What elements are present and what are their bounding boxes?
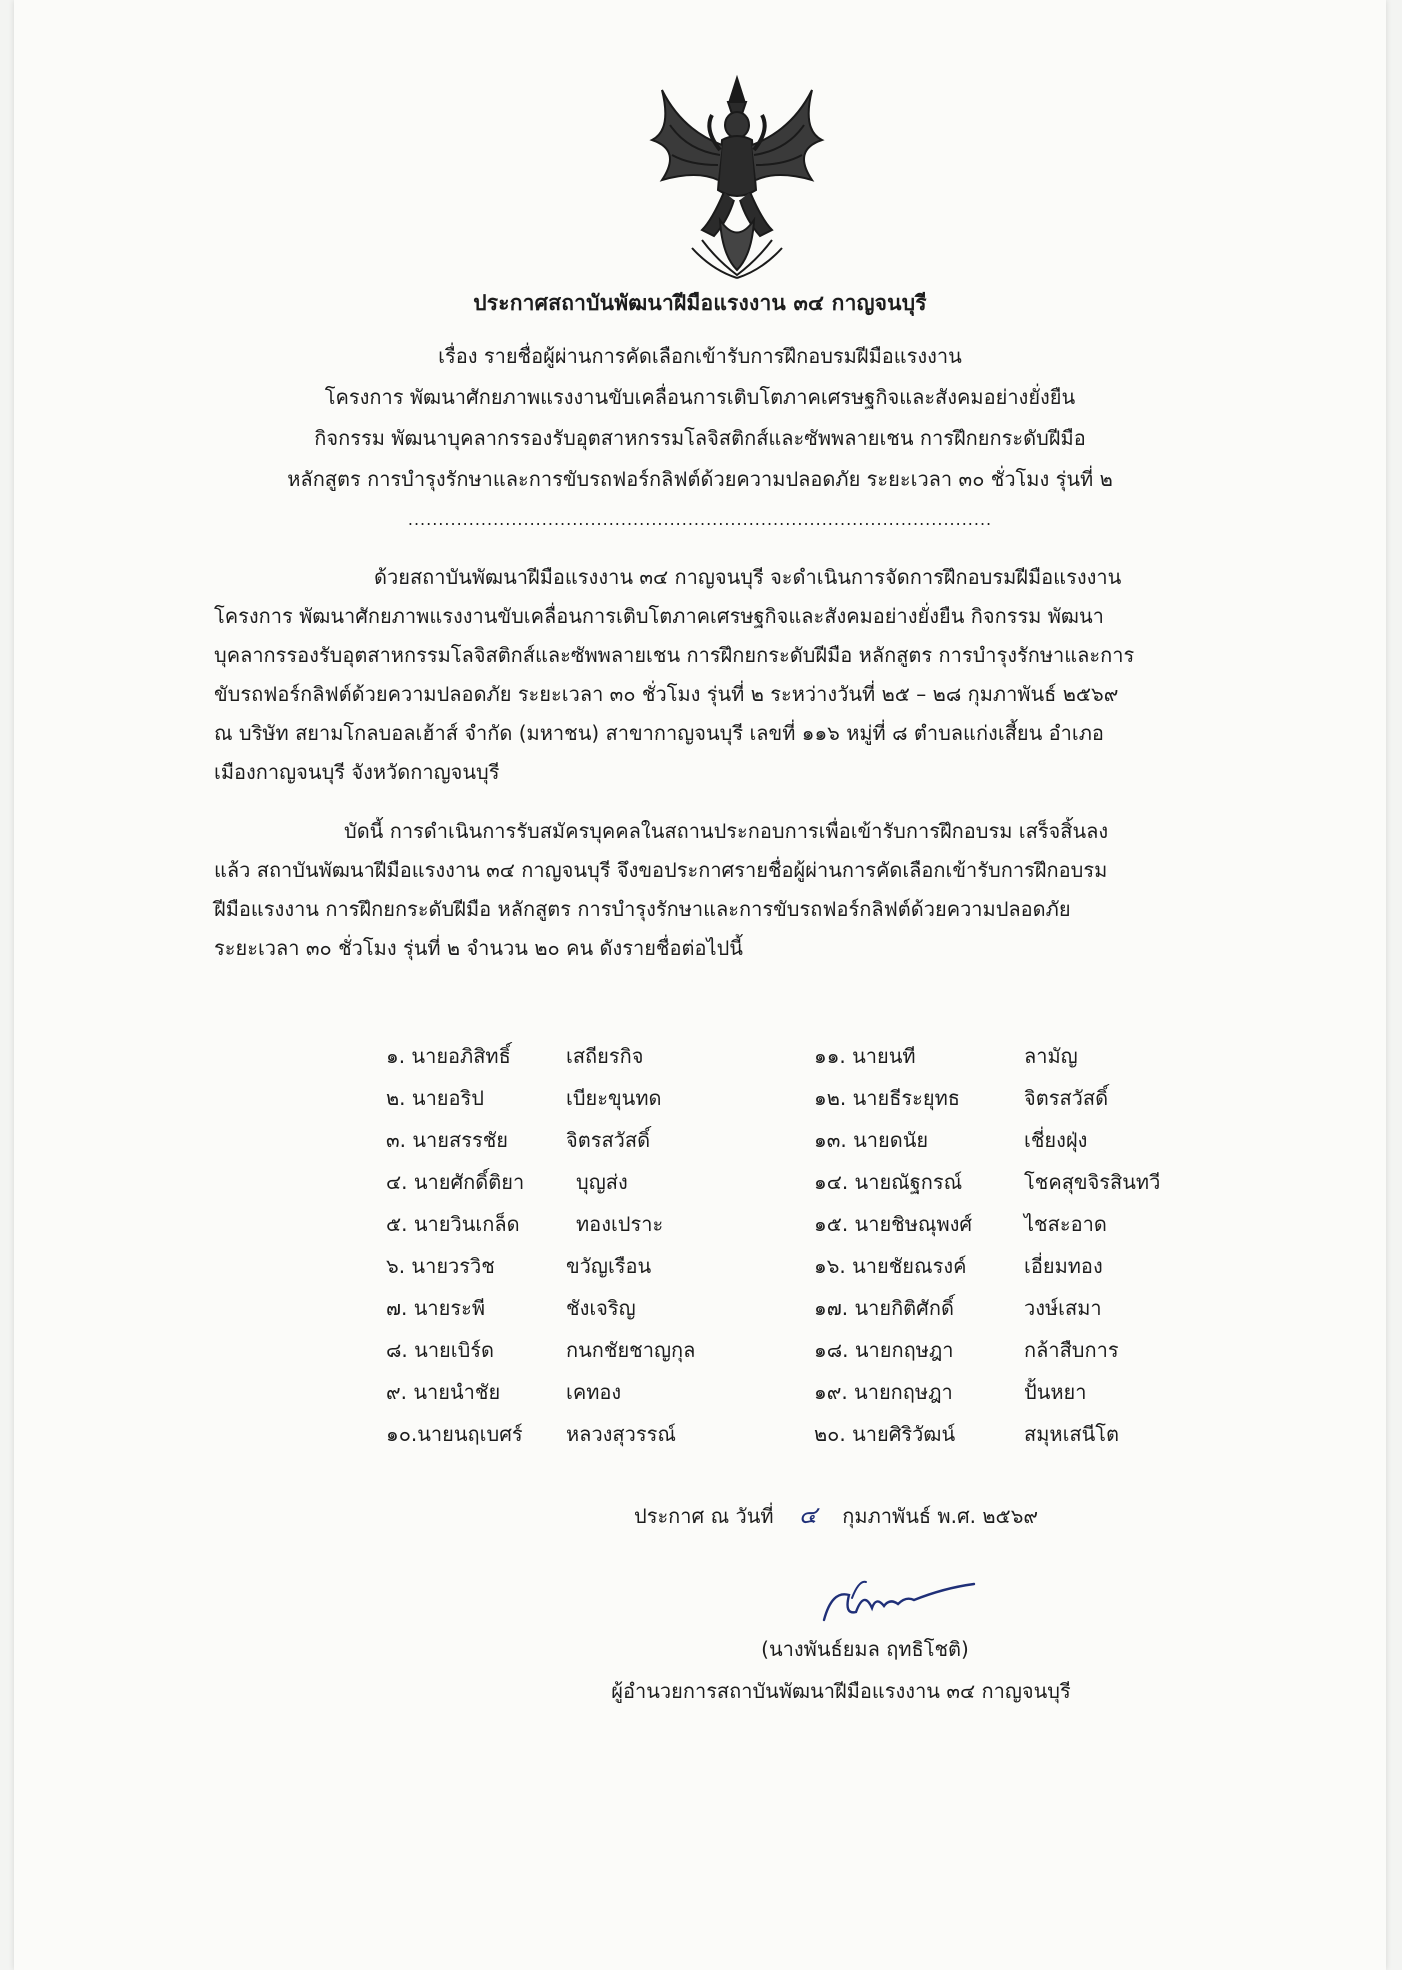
paragraph-line: ด้วยสถาบันพัฒนาฝีมือแรงงาน ๓๔ กาญจนบุรี จะดำเนินการจัดการฝึกอบรมฝีมือแรงงาน: [374, 565, 1122, 589]
separator: ................................................................................................: [407, 510, 993, 529]
trainee-surname: สมุหเสนีโต: [1024, 1422, 1120, 1446]
announcement-month-year: กุมภาพันธ์ พ.ศ. ๒๕๖๙: [842, 1504, 1039, 1528]
list-item: [814, 1161, 1214, 1203]
list-item: [386, 1077, 716, 1119]
announcement-day: ๔: [798, 1501, 818, 1529]
list-item: [814, 1119, 1214, 1161]
trainee-name: ๑๑. นายนที: [814, 1044, 916, 1068]
trainee-surname: โชคสุขจิรสินทวี: [1024, 1170, 1161, 1194]
list-item: [814, 1035, 1214, 1077]
list-item: [386, 1119, 716, 1161]
list-item: [386, 1371, 716, 1413]
list-item: [814, 1245, 1214, 1287]
trainee-surname: จิตรสวัสดิ์: [1024, 1086, 1109, 1110]
names-list-right: [814, 1035, 1214, 1455]
paragraph-line: บัดนี้ การดำเนินการรับสมัครบุคคลในสถานประกอบการเพื่อเข้ารับการฝึกอบรม เสร็จสิ้นลง: [344, 819, 1109, 843]
signer-position: ผู้อำนวยการสถาบันพัฒนาฝีมือแรงงาน ๓๔ กาญจนบุรี: [611, 1679, 1071, 1703]
subject-block: [14, 336, 1386, 500]
announcement-date: [634, 1500, 1038, 1531]
subject-line: โครงการ พัฒนาศักยภาพแรงงานขับเคลื่อนการเติบโตภาคเศรษฐกิจและสังคมอย่างยั่งยืน: [324, 385, 1076, 409]
trainee-name: ๒. นายอริป: [386, 1086, 484, 1110]
list-item: [814, 1329, 1214, 1371]
trainee-name: ๘. นายเบิร์ด: [386, 1338, 495, 1362]
trainee-name: ๗. นายระพี: [386, 1296, 486, 1320]
trainee-surname: เอี่ยมทอง: [1024, 1254, 1103, 1278]
paragraph-line: ระยะเวลา ๓๐ ชั่วโมง รุ่นที่ ๒ จำนวน ๒๐ คน ดังรายชื่อต่อไปนี้: [214, 936, 743, 960]
announcement-prefix: ประกาศ ณ วันที่: [634, 1504, 774, 1528]
list-item: [814, 1203, 1214, 1245]
subject-line: หลักสูตร การบำรุงรักษาและการขับรถฟอร์กลิฟต์ด้วยความปลอดภัย ระยะเวลา ๓๐ ชั่วโมง รุ่นที่ ๒: [287, 467, 1113, 491]
trainee-surname: ลามัญ: [1024, 1044, 1078, 1068]
trainee-surname: เคทอง: [566, 1380, 622, 1404]
handwritten-signature: [814, 1570, 984, 1630]
signer-name: (นางพันธ์ยมล ฤทธิโชติ): [761, 1637, 969, 1661]
trainee-name: ๑๐.นายนฤเบศร์: [386, 1422, 523, 1446]
paragraph-intro: [214, 558, 1274, 792]
garuda-emblem-icon: [642, 70, 832, 280]
paragraph-line: บุคลากรรองรับอุตสาหกรรมโลจิสติกส์และซัพพลายเชน การฝึกยกระดับฝีมือ หลักสูตร การบำรุงรักษาและการ: [214, 643, 1135, 667]
names-list-left: [386, 1035, 716, 1455]
trainee-name: ๙. นายนำชัย: [386, 1380, 501, 1404]
trainee-name: ๓. นายสรรชัย: [386, 1128, 508, 1152]
announcement-title: ประกาศสถาบันพัฒนาฝีมือแรงงาน ๓๔ กาญจนบุรี: [473, 291, 927, 315]
trainee-name: ๑๕. นายชิษณุพงศ์: [814, 1212, 973, 1236]
trainee-surname: ขวัญเรือน: [566, 1254, 652, 1278]
list-item: [386, 1245, 716, 1287]
paragraph-line: แล้ว สถาบันพัฒนาฝีมือแรงงาน ๓๔ กาญจนบุรี จึงขอประกาศรายชื่อผู้ผ่านการคัดเลือกเข้ารับการฝึกอบรม: [214, 858, 1108, 882]
trainee-name: ๕. นายวินเกล็ด: [386, 1212, 520, 1236]
trainee-surname: ชังเจริญ: [566, 1296, 636, 1320]
trainee-name: ๖. นายวรวิช: [386, 1254, 495, 1278]
list-item: [814, 1287, 1214, 1329]
paragraph-line: ขับรถฟอร์กลิฟต์ด้วยความปลอดภัย ระยะเวลา ๓๐ ชั่วโมง รุ่นที่ ๒ ระหว่างวันที่ ๒๕ – ๒๘ กุมภาพันธ์ ๒๕๖๙: [214, 682, 1119, 706]
trainee-surname: กนกชัยชาญกุล: [566, 1338, 696, 1362]
subject-line: เรื่อง รายชื่อผู้ผ่านการคัดเลือกเข้ารับการฝึกอบรมฝีมือแรงงาน: [438, 344, 962, 368]
list-item: [814, 1371, 1214, 1413]
paragraph-announcement: [214, 812, 1274, 968]
trainee-name: ๑๓. นายดนัย: [814, 1128, 929, 1152]
trainee-surname: หลวงสุวรรณ์: [566, 1422, 676, 1446]
signer-block: [14, 1628, 1386, 1712]
trainee-name: ๑. นายอภิสิทธิ์: [386, 1044, 511, 1068]
trainee-name: ๑๔. นายณัฐกรณ์: [814, 1170, 963, 1194]
trainee-surname: วงษ์เสมา: [1024, 1296, 1102, 1320]
trainee-surname: เบียะขุนทด: [566, 1086, 662, 1110]
document-page: [14, 0, 1386, 1970]
list-item: [814, 1413, 1214, 1455]
trainee-name: ๒๐. นายศิริวัฒน์: [814, 1422, 956, 1446]
paragraph-line: ฝีมือแรงงาน การฝึกยกระดับฝีมือ หลักสูตร การบำรุงรักษาและการขับรถฟอร์กลิฟต์ด้วยความปลอดภัย: [214, 897, 1071, 921]
trainee-name: ๑๒. นายธีระยุทธ: [814, 1086, 961, 1110]
trainee-surname: ปั้นหยา: [1024, 1380, 1087, 1404]
list-item: [386, 1203, 716, 1245]
trainee-name: ๔. นายศักดิ์ติยา: [386, 1170, 525, 1194]
trainee-name: ๑๗. นายกิติศักดิ์: [814, 1296, 954, 1320]
trainee-surname: ทองเปราะ: [576, 1212, 664, 1236]
paragraph-line: โครงการ พัฒนาศักยภาพแรงงานขับเคลื่อนการเติบโตภาคเศรษฐกิจและสังคมอย่างยั่งยืน กิจกรรม พัฒนา: [214, 604, 1104, 628]
list-item: [386, 1161, 716, 1203]
subject-line: กิจกรรม พัฒนาบุคลากรรองรับอุตสาหกรรมโลจิสติกส์และซัพพลายเชน การฝึกยกระดับฝีมือ: [314, 426, 1086, 450]
list-item: [386, 1413, 716, 1455]
list-item: [386, 1329, 716, 1371]
trainee-surname: เชี่ยงฝุ่ง: [1024, 1128, 1088, 1152]
trainee-surname: ไชสะอาด: [1024, 1212, 1107, 1236]
list-item: [386, 1035, 716, 1077]
trainee-surname: บุญส่ง: [576, 1170, 628, 1194]
trainee-surname: กล้าสืบการ: [1024, 1338, 1119, 1362]
paragraph-line: เมืองกาญจนบุรี จังหวัดกาญจนบุรี: [214, 760, 500, 784]
trainee-surname: จิตรสวัสดิ์: [566, 1128, 651, 1152]
list-item: [814, 1077, 1214, 1119]
paragraph-line: ณ บริษัท สยามโกลบอลเฮ้าส์ จำกัด (มหาชน) สาขากาญจนบุรี เลขที่ ๑๑๖ หมู่ที่ ๘ ตำบลแก่งเสี้ยน อำเภอ: [214, 721, 1104, 745]
trainee-surname: เสถียรกิจ: [566, 1044, 644, 1068]
trainee-name: ๑๖. นายชัยณรงค์: [814, 1254, 967, 1278]
trainee-name: ๑๙. นายกฤษฎา: [814, 1380, 953, 1404]
trainee-name: ๑๘. นายกฤษฎา: [814, 1338, 954, 1362]
list-item: [386, 1287, 716, 1329]
